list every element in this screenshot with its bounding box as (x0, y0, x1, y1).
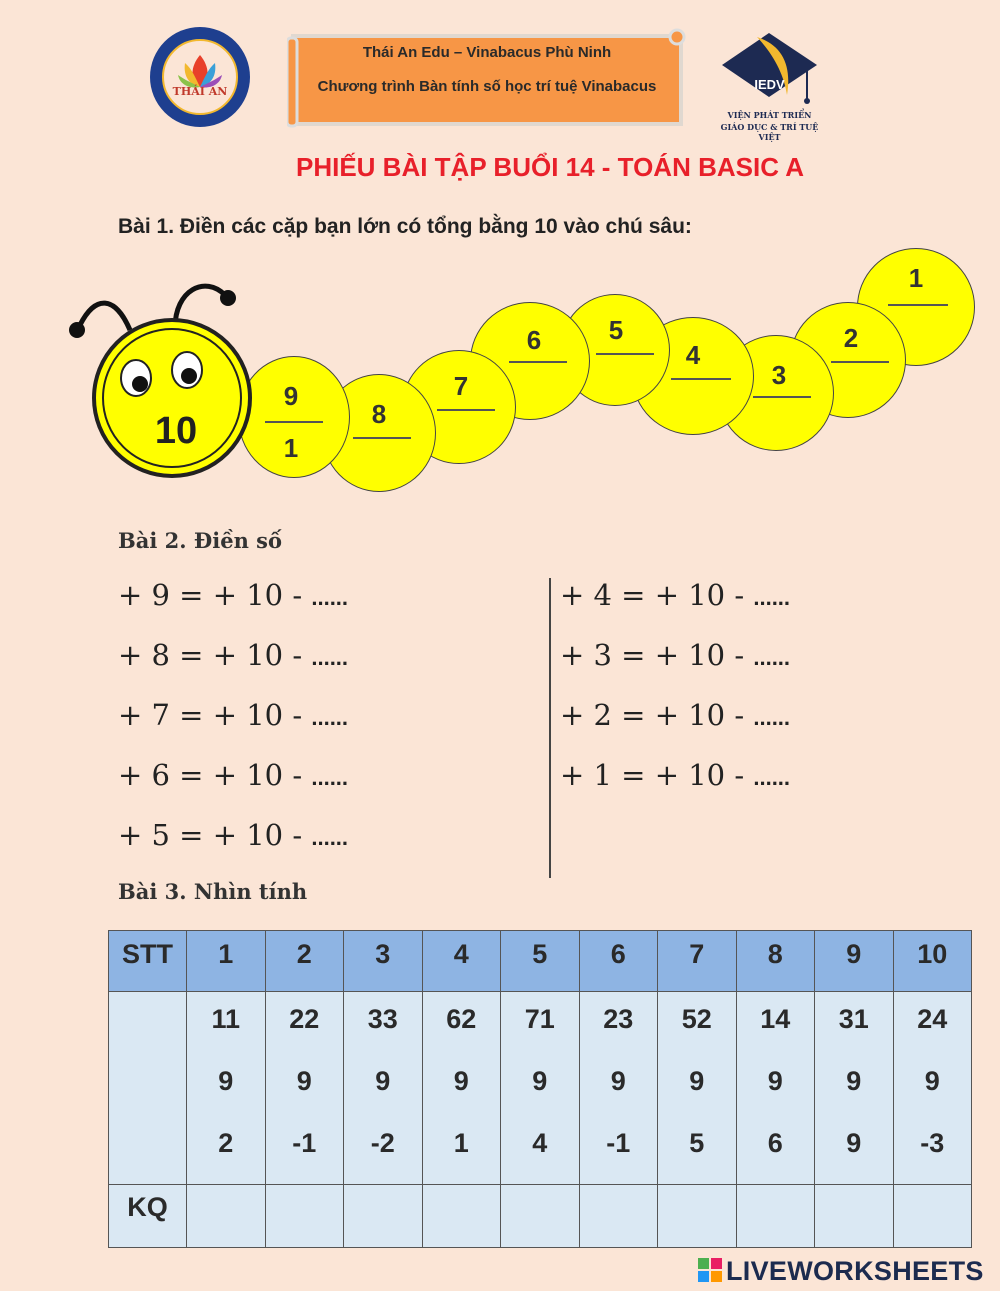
answer-blank[interactable]: ...... (311, 705, 349, 730)
value-cell (658, 992, 737, 1185)
value: 71 (524, 1004, 555, 1034)
liveworksheets-icon (698, 1258, 722, 1282)
equation-text: + 9 = + 10 - (118, 578, 312, 612)
header-cell (579, 931, 658, 992)
equation-row (560, 578, 790, 612)
equation-row (560, 698, 790, 732)
equation-row (560, 758, 790, 792)
empty-cell (109, 992, 187, 1185)
result-label-cell (109, 1185, 187, 1248)
answer-blank[interactable]: ...... (753, 585, 791, 610)
value: 9 (846, 1066, 862, 1096)
answer-blank[interactable]: ...... (311, 825, 349, 850)
value: -2 (370, 1128, 395, 1158)
stt-label: STT (122, 938, 173, 969)
equation-text: + 7 = + 10 - (118, 698, 312, 732)
header-cell (187, 931, 266, 992)
equation-text: + 6 = + 10 - (118, 758, 312, 792)
value: 9 (453, 1066, 469, 1096)
value-cell (579, 992, 658, 1185)
value: 9 (689, 1066, 705, 1096)
answer-blank[interactable]: ...... (311, 765, 349, 790)
result-input-cell[interactable] (422, 1185, 501, 1248)
value-cell (422, 992, 501, 1185)
header-cell (658, 931, 737, 992)
segment-blank-line (753, 396, 811, 398)
value: 9 (767, 1066, 783, 1096)
column-number: 7 (689, 938, 705, 969)
banner-line-1: Thái An Edu – Vinabacus Phù Ninh (362, 44, 612, 61)
header-cell (815, 931, 894, 992)
value: 9 (375, 1066, 391, 1096)
value: 6 (767, 1128, 783, 1158)
value-cell (265, 992, 344, 1185)
column-number: 1 (218, 938, 234, 969)
segment-top-number: 1 (908, 263, 924, 293)
exercise-3-title: Bài 3. Nhìn tính (118, 879, 308, 904)
value-cell (344, 992, 423, 1185)
segment-top-number: 6 (526, 325, 542, 355)
value: -1 (292, 1128, 317, 1158)
equation-text: + 2 = + 10 - (560, 698, 754, 732)
value: 4 (532, 1128, 548, 1158)
segment-blank-line (509, 361, 567, 363)
value: 9 (218, 1066, 234, 1096)
column-number: 5 (532, 938, 548, 969)
iedv-line-2: GIÁO DỤC & TRÍ TUỆ VIỆT (720, 122, 819, 142)
value-cell (736, 992, 815, 1185)
answer-blank[interactable]: ...... (753, 705, 791, 730)
value: 52 (681, 1004, 712, 1034)
segment-top-number: 7 (453, 371, 469, 401)
value-cell (187, 992, 266, 1185)
equation-text: + 5 = + 10 - (118, 818, 312, 852)
kq-label: KQ (127, 1191, 168, 1222)
segment-blank-line (671, 378, 731, 380)
result-input-cell[interactable] (344, 1185, 423, 1248)
value: 9 (846, 1128, 862, 1158)
column-number: 9 (846, 938, 862, 969)
header-cell (344, 931, 423, 992)
iedv-line-1: VIỆN PHÁT TRIỂN (727, 110, 812, 120)
liveworksheets-brand[interactable]: LIVEWORKSHEETS (726, 1256, 984, 1286)
iedv-logo (712, 25, 827, 142)
column-number: 3 (375, 938, 391, 969)
value: 1 (453, 1128, 469, 1158)
segment-blank-line (888, 304, 948, 306)
equation-row (118, 758, 348, 792)
value: 22 (289, 1004, 320, 1034)
segment-blank-line (353, 437, 411, 439)
column-number: 2 (296, 938, 312, 969)
value-cell (501, 992, 580, 1185)
result-input-cell[interactable] (815, 1185, 894, 1248)
segment-top-number: 4 (685, 340, 701, 370)
result-input-cell[interactable] (893, 1185, 972, 1248)
value: 9 (610, 1066, 626, 1096)
equation-text: + 1 = + 10 - (560, 758, 754, 792)
value: 33 (367, 1004, 398, 1034)
column-number: 8 (767, 938, 783, 969)
header-cell (893, 931, 972, 992)
value-cell (815, 992, 894, 1185)
result-input-cell[interactable] (187, 1185, 266, 1248)
header-cell (265, 931, 344, 992)
segment-blank-line (831, 361, 889, 363)
answer-blank[interactable]: ...... (753, 765, 791, 790)
result-input-cell[interactable] (736, 1185, 815, 1248)
header-cell (736, 931, 815, 992)
header-cell (109, 931, 187, 992)
value: 24 (917, 1004, 948, 1034)
segment-top-number: 5 (608, 315, 624, 345)
segment-top-number: 8 (371, 399, 387, 429)
banner-line-2: Chương trình Bàn tính số học trí tuệ Vinabacus (317, 78, 657, 95)
column-number: 10 (917, 938, 948, 969)
exercise-1-title: Bài 1. Điền các cặp bạn lớn có tổng bằng 10 vào chú sâu: (118, 215, 692, 238)
logo-left-name: THÁI AN (172, 85, 228, 98)
caterpillar-segment (238, 356, 350, 478)
value: 31 (838, 1004, 869, 1034)
segment-blank-line (437, 409, 495, 411)
thai-an-logo (145, 25, 255, 130)
equation-row (118, 638, 348, 672)
header-cell (501, 931, 580, 992)
program-banner (287, 28, 687, 130)
value: -3 (920, 1128, 945, 1158)
equation-row (118, 578, 348, 612)
segment-top-number: 9 (283, 381, 299, 411)
value: 9 (924, 1066, 940, 1096)
column-divider (549, 578, 551, 878)
value: 2 (218, 1128, 234, 1158)
value: 14 (760, 1004, 791, 1034)
caterpillar (0, 250, 1000, 520)
value: 5 (689, 1128, 705, 1158)
answer-blank[interactable]: ...... (753, 645, 791, 670)
result-input-cell[interactable] (501, 1185, 580, 1248)
caterpillar-head (92, 318, 252, 478)
equation-text: + 3 = + 10 - (560, 638, 754, 672)
table-result-row (109, 1185, 972, 1248)
iedv-abbr: IEDV (754, 77, 785, 92)
result-input-cell[interactable] (658, 1185, 737, 1248)
result-input-cell[interactable] (579, 1185, 658, 1248)
segment-top-number: 3 (771, 360, 787, 390)
value-cell (893, 992, 972, 1185)
head-number: 10 (154, 410, 198, 452)
value: 11 (211, 1004, 241, 1034)
answer-blank[interactable]: ...... (311, 585, 349, 610)
header-cell (422, 931, 501, 992)
value: -1 (606, 1128, 631, 1158)
result-input-cell[interactable] (265, 1185, 344, 1248)
table-values-row (109, 992, 972, 1185)
worksheet-title: PHIẾU BÀI TẬP BUỔI 14 - TOÁN BASIC A (295, 152, 805, 182)
column-number: 4 (453, 938, 469, 969)
value: 9 (532, 1066, 548, 1096)
caterpillar-eyes-icon (92, 318, 252, 478)
equation-row (560, 638, 790, 672)
column-number: 6 (610, 938, 626, 969)
table-header-row (109, 931, 972, 992)
equation-text: + 4 = + 10 - (560, 578, 754, 612)
equation-row (118, 818, 348, 852)
segment-blank-line (596, 353, 654, 355)
equation-text: + 8 = + 10 - (118, 638, 312, 672)
equation-row (118, 698, 348, 732)
segment-top-number: 2 (843, 323, 859, 353)
answer-blank[interactable]: ...... (311, 645, 349, 670)
exercise-2-title: Bài 2. Điền số (118, 528, 282, 553)
calculation-table (108, 930, 972, 1248)
value: 23 (603, 1004, 634, 1034)
segment-bottom-number[interactable]: 1 (283, 433, 299, 463)
value: 9 (296, 1066, 312, 1096)
value: 62 (446, 1004, 477, 1034)
segment-blank-line (265, 421, 323, 423)
